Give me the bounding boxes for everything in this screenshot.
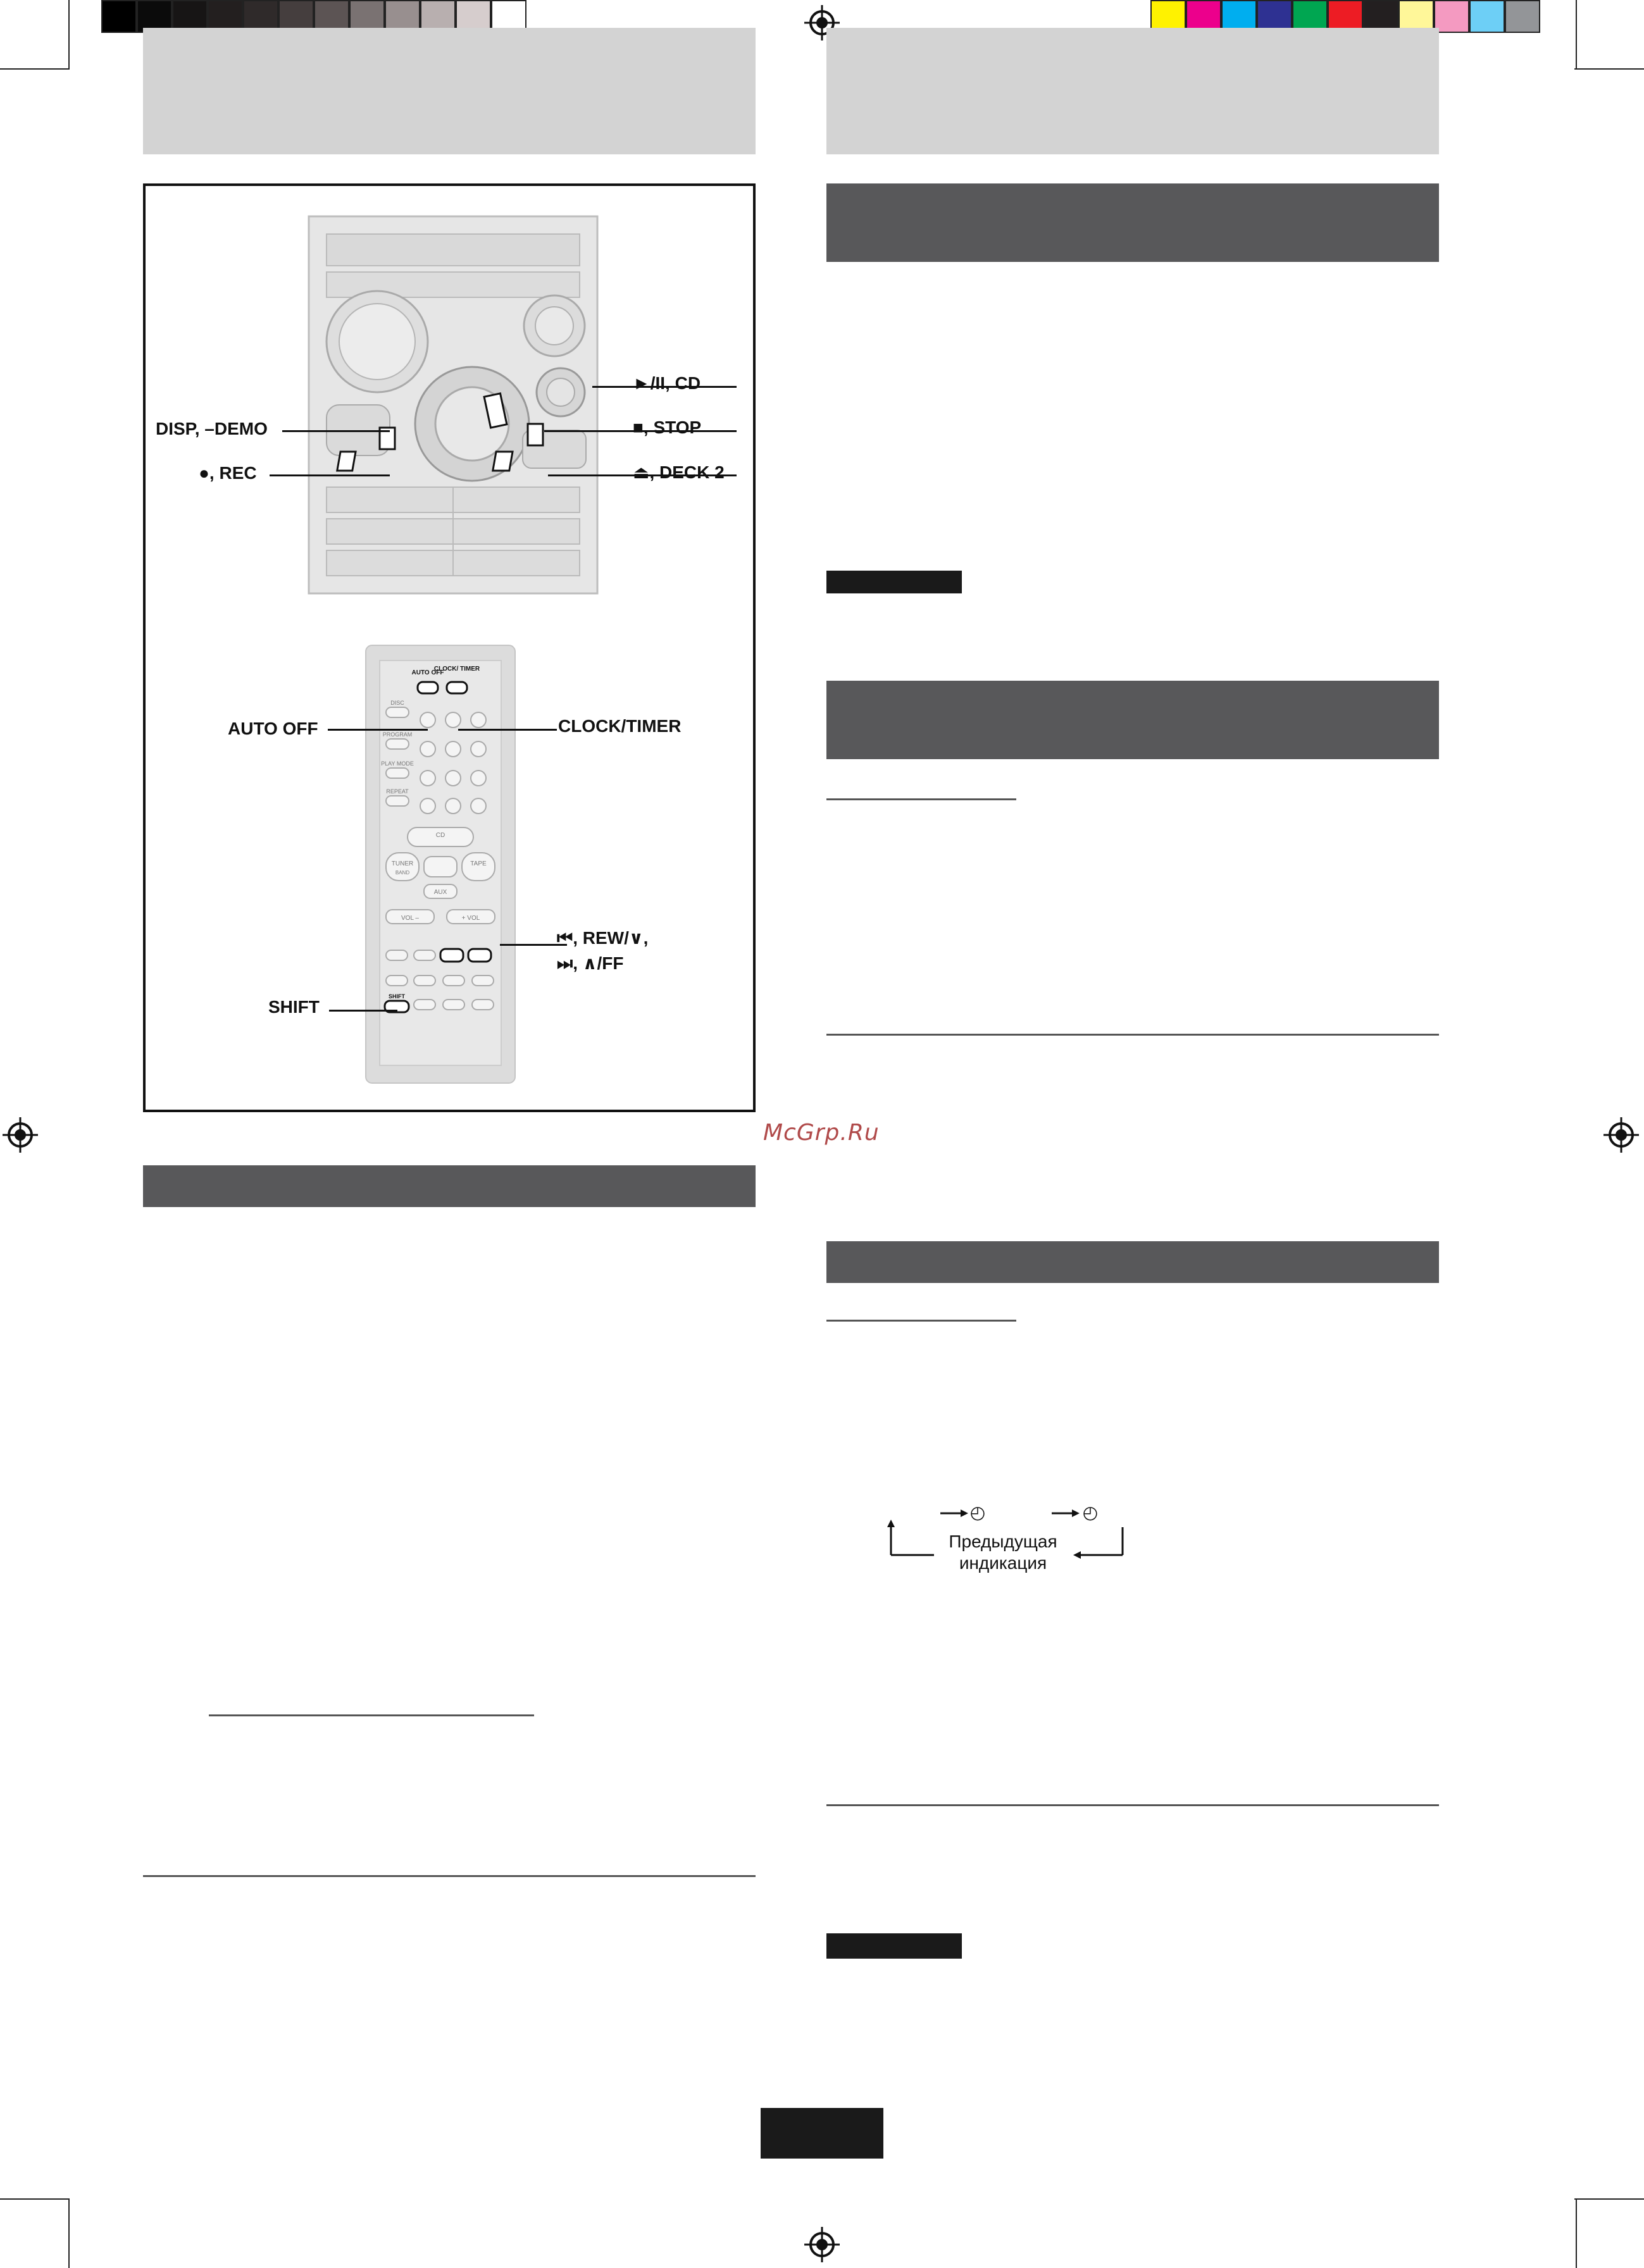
callout-rew: ⏮, REW/∨, [557, 928, 649, 948]
right-section-heading-bar-2 [826, 681, 1439, 759]
crop-mark [1574, 2198, 1644, 2200]
remote-label-band: BAND [395, 870, 410, 876]
callout-rec: ●, REC [199, 463, 257, 483]
left-subheading-rule [209, 1714, 534, 1716]
callout-play-cd: ►/II, CD [633, 373, 701, 393]
remote-label-auto-off: AUTO OFF [411, 669, 444, 676]
remote-label-program: PROGRAM [382, 731, 413, 738]
left-section-divider [143, 1875, 756, 1877]
remote-label-tape: TAPE [470, 860, 487, 867]
color-swatch [101, 0, 137, 33]
callout-auto-off: AUTO OFF [228, 719, 318, 738]
note-tag-1 [826, 571, 962, 593]
registration-mark-icon [1604, 1117, 1639, 1153]
clock-symbol-icon: ◴ [969, 1503, 986, 1522]
crop-mark [68, 2198, 70, 2268]
crop-mark [1574, 68, 1644, 70]
right-section-heading-bar-1 [826, 183, 1439, 262]
leader-line [282, 430, 390, 432]
remote-label-aux: AUX [433, 889, 447, 896]
leader-line [458, 729, 557, 731]
right-page-header [826, 28, 1439, 154]
callout-clock-timer: CLOCK/TIMER [558, 716, 682, 736]
stereo-unit-illustration [308, 215, 599, 595]
page-number-tab [761, 2108, 883, 2159]
previous-display-label [930, 1531, 1076, 1574]
right-section-divider-1 [826, 1034, 1439, 1036]
callout-ff: ⏭, ∧/FF [557, 953, 624, 973]
leader-line [270, 474, 390, 476]
controls-figure [143, 183, 756, 1112]
crop-mark [0, 68, 70, 70]
remote-control-illustration [364, 644, 516, 1084]
crop-mark [1576, 0, 1577, 70]
callout-shift: SHIFT [268, 997, 320, 1017]
color-swatch [1469, 0, 1505, 33]
remote-label-vol-plus: + VOL [461, 915, 480, 922]
watermark-text: McGrp.Ru [763, 1120, 880, 1146]
remote-label-vol-minus: VOL – [401, 915, 419, 922]
remote-label-repeat: REPEAT [386, 788, 409, 795]
crop-mark [0, 2198, 70, 2200]
right-section-heading-bar-3 [826, 1241, 1439, 1283]
remote-label-tuner: TUNER [391, 860, 414, 867]
callout-deck2: ⏏, DECK 2 [633, 462, 725, 482]
left-page-header [143, 28, 756, 154]
previous-display-label-line1: Предыдущая [949, 1532, 1057, 1551]
crop-mark [68, 0, 70, 70]
callout-stop: ■, STOP [633, 418, 702, 437]
leader-line [329, 1010, 397, 1012]
right-section-divider-2 [826, 1804, 1439, 1806]
remote-label-clock-timer: CLOCK/ TIMER [433, 666, 480, 672]
crop-mark [1576, 2198, 1577, 2268]
right-subheading-rule-1 [826, 798, 1016, 800]
leader-line [328, 729, 428, 731]
right-subheading-rule-2 [826, 1320, 1016, 1322]
registration-mark-icon [804, 2227, 840, 2262]
left-section-heading-bar [143, 1165, 756, 1207]
color-swatch [1505, 0, 1540, 33]
callout-disp-demo: DISP, –DEMO [156, 419, 268, 438]
clock-symbol-icon: ◴ [1082, 1503, 1099, 1522]
note-tag-2 [826, 1933, 962, 1959]
remote-label-disc: DISC [390, 700, 404, 706]
color-swatch [1434, 0, 1469, 33]
remote-label-cd: CD [435, 832, 445, 839]
previous-display-label-line2: индикация [959, 1553, 1047, 1573]
remote-label-shift: SHIFT [389, 993, 405, 1000]
registration-mark-icon [3, 1117, 38, 1153]
remote-label-play-mode: PLAY MODE [381, 760, 414, 767]
